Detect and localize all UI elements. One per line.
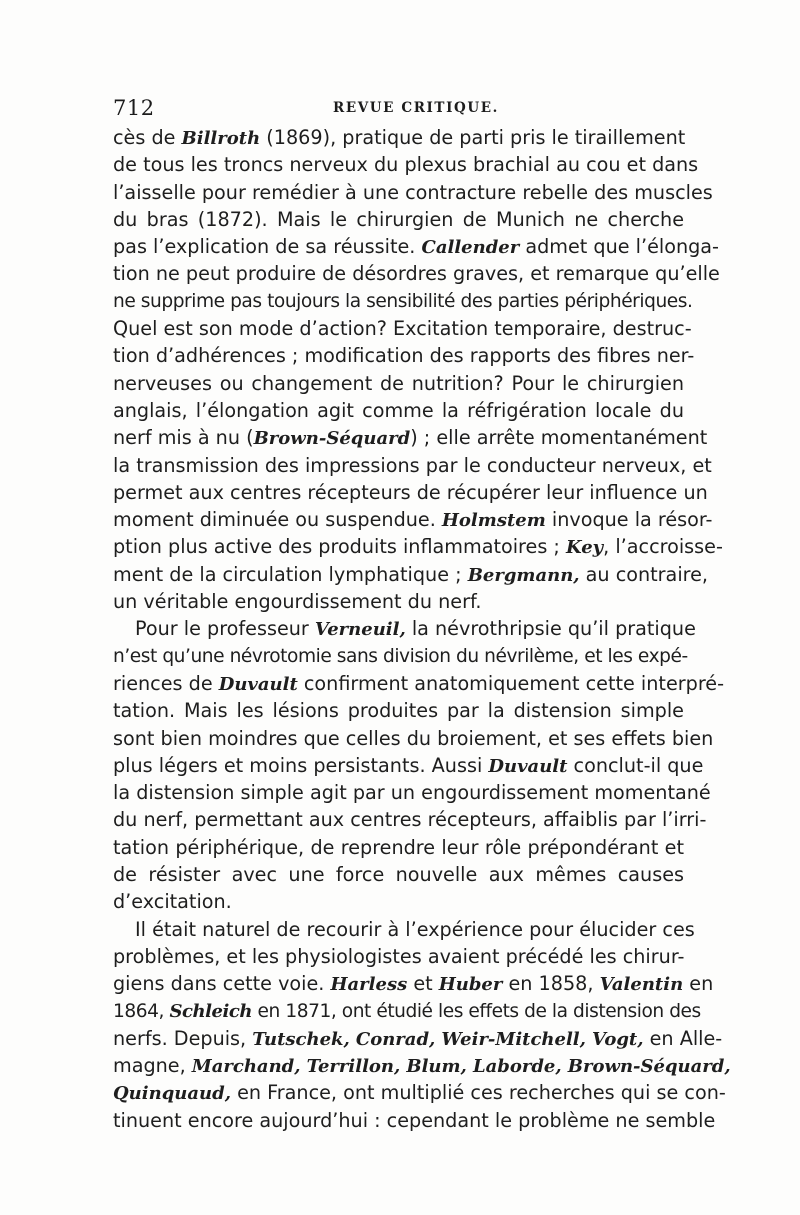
page-header — [113, 96, 683, 126]
text-line — [113, 206, 684, 233]
text-run: la névrothripsie qu’il pratique — [405, 617, 696, 641]
text-run: sont bien moindres que celles du broiement, et ses effets bien — [113, 726, 714, 750]
author-name: Huber — [438, 974, 503, 996]
author-name: Duvault — [218, 673, 298, 695]
text-line — [113, 588, 684, 615]
author-name: Vogt, — [592, 1028, 644, 1050]
text-line — [113, 561, 709, 588]
text-line — [113, 779, 711, 806]
text-run: en 1858, — [502, 972, 600, 996]
page-number: 712 — [113, 96, 155, 120]
text-line — [113, 1107, 716, 1134]
text-run: pas l’explication de sa réussite. — [113, 235, 422, 259]
text-run: tinuent encore aujourd’hui : cependant le problème ne semble — [113, 1108, 716, 1132]
text-run: tation. Mais les lésions produites par la distension simple — [113, 699, 684, 723]
text-line — [113, 151, 699, 178]
text-run: en 1871, ont étudié les effets de la distension des — [252, 1000, 701, 1022]
body-text — [113, 124, 731, 1134]
author-name: Schleich — [169, 1000, 253, 1022]
author-name: Laborde, — [472, 1056, 562, 1078]
author-name: Blum, — [406, 1056, 467, 1078]
author-name: Holmstem — [441, 510, 546, 532]
author-name: Brown-Séquard, — [567, 1056, 731, 1078]
text-line — [113, 124, 684, 151]
text-line — [113, 643, 688, 670]
text-line — [113, 370, 684, 397]
text-run: 1864, — [113, 1000, 170, 1022]
text-line — [113, 288, 693, 315]
author-name: Duvault — [488, 755, 568, 777]
text-run: invoque la résor- — [545, 508, 713, 532]
author-name: Marchand, — [191, 1056, 301, 1078]
text-run: et — [407, 972, 439, 996]
text-run: anglais, l’élongation agit comme la réfrigération locale du — [113, 398, 684, 422]
text-run: confirment anatomiquement cette interpré- — [297, 671, 725, 695]
text-line — [113, 752, 704, 779]
text-run: tation périphérique, de reprendre leur rôle prépondérant et — [113, 835, 684, 859]
text-line — [113, 260, 720, 287]
author-name: Valentin — [599, 974, 684, 996]
text-run: (1869), pratique de parti pris le tiraillement — [260, 126, 686, 149]
text-run: n’est qu’une névrotomie sans division du névrilème, et les expé- — [113, 645, 688, 667]
author-name: Quinquaud, — [113, 1083, 231, 1105]
text-run: moment diminuée ou suspendue. — [113, 508, 442, 532]
author-name: Verneuil, — [314, 619, 406, 641]
text-line — [113, 479, 708, 506]
text-run: en — [683, 972, 714, 996]
text-run: tion ne peut produire de désordres graves, et remarque qu’elle — [113, 262, 720, 286]
text-line — [113, 943, 684, 970]
text-line — [113, 315, 692, 342]
text-run: l’aisselle pour remédier à une contracture rebelle des muscles — [113, 180, 713, 204]
text-run: du bras (1872). Mais le chirurgien de Munich ne cherche — [113, 207, 684, 231]
text-run: nerfs. Depuis, — [113, 1026, 253, 1050]
text-run: , l’accroisse- — [603, 535, 723, 559]
text-run: en Alle- — [643, 1026, 723, 1050]
text-line — [113, 861, 684, 888]
text-run: problèmes, et les physiologistes avaient précédé les chirur- — [113, 944, 685, 968]
text-line — [113, 916, 695, 943]
text-line — [113, 697, 684, 724]
text-run: en France, ont multiplié ces recherches qui se con- — [230, 1081, 726, 1105]
text-line — [113, 725, 714, 752]
text-run: plus légers et moins persistants. Aussi — [113, 753, 489, 777]
text-line — [113, 533, 723, 560]
text-line — [113, 233, 719, 260]
text-run: ne supprime pas toujours la sensibilité des parties périphériques. — [113, 290, 693, 312]
text-run: riences de — [113, 671, 219, 695]
text-line — [113, 670, 725, 697]
author-name: Weir-Mitchell, — [441, 1028, 586, 1050]
text-run: Pour le professeur — [135, 617, 315, 641]
text-run: cès de — [113, 126, 182, 149]
text-run: Il était naturel de recourir à l’expérience pour élucider ces — [135, 917, 695, 941]
text-run: ) ; elle arrête momentanément — [410, 426, 708, 450]
text-line — [113, 1025, 723, 1052]
author-name: Tutschek, — [252, 1028, 350, 1050]
text-line — [113, 888, 684, 915]
author-name: Harless — [330, 974, 408, 996]
text-line — [113, 424, 708, 451]
text-run: ption plus active des produits inflammatoires ; — [113, 535, 566, 559]
text-line — [113, 970, 714, 997]
text-run: ment de la circulation lymphatique ; — [113, 562, 468, 586]
running-title: REVUE CRITIQUE. — [333, 100, 499, 116]
text-run: un véritable engourdissement du nerf. — [113, 590, 482, 614]
author-name: Brown-Séquard — [253, 428, 411, 450]
text-line — [113, 1079, 726, 1106]
text-line — [113, 1052, 731, 1079]
author-name: Callender — [421, 237, 520, 259]
text-run: de tous les troncs nerveux du plexus brachial au cou et dans — [113, 153, 699, 177]
text-line — [113, 179, 713, 206]
text-run: la distension simple agit par un engourdissement momentané — [113, 781, 711, 805]
text-run: magne, — [113, 1054, 192, 1078]
text-run: d’excitation. — [113, 890, 232, 914]
text-run: giens dans cette voie. — [113, 972, 331, 996]
text-run: de résister avec une force nouvelle aux mêmes causes — [113, 863, 684, 887]
author-name: Bergmann, — [467, 564, 580, 586]
text-run: Quel est son mode d’action? Excitation temporaire, destruc- — [113, 317, 692, 341]
text-run: du nerf, permettant aux centres récepteurs, affaiblis par l’irri- — [113, 808, 707, 832]
text-run: conclut-il que — [567, 753, 704, 777]
author-name: Key — [565, 537, 604, 559]
author-name: Billroth — [181, 128, 261, 149]
text-run: admet que l’élonga- — [519, 235, 719, 259]
author-name: Conrad, — [355, 1028, 436, 1050]
text-run: nerf mis à nu ( — [113, 426, 254, 450]
text-line — [113, 452, 712, 479]
text-line — [113, 342, 695, 369]
text-line — [113, 998, 701, 1025]
text-line — [113, 834, 684, 861]
text-line — [113, 506, 713, 533]
text-run: permet aux centres récepteurs de récupérer leur influence un — [113, 480, 708, 504]
text-run: nerveuses ou changement de nutrition? Pour le chirurgien — [113, 371, 684, 395]
text-run: tion d’adhérences ; modification des rapports des fibres ner- — [113, 344, 695, 368]
author-name: Terrillon, — [306, 1056, 401, 1078]
text-line — [113, 397, 684, 424]
text-run: la transmission des impressions par le conducteur nerveux, et — [113, 453, 712, 477]
text-line — [113, 615, 696, 642]
text-run: au contraire, — [579, 562, 709, 586]
text-line — [113, 806, 707, 833]
